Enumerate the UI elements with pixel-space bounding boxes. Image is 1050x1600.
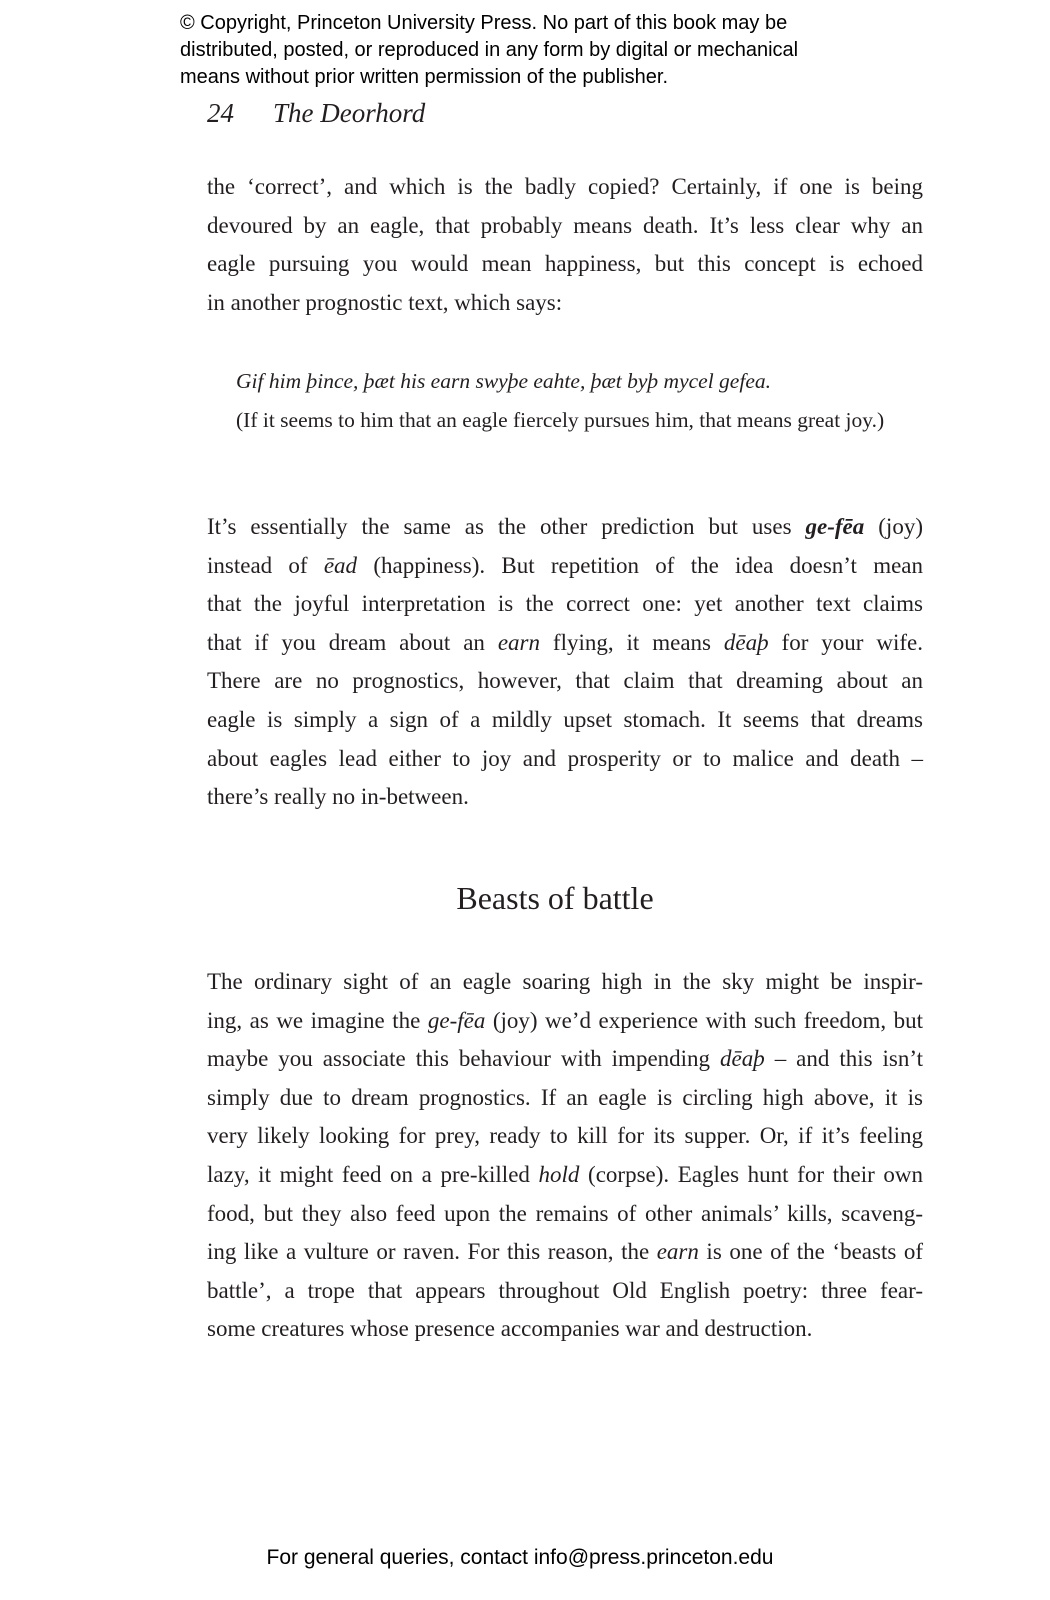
term: dēaþ bbox=[723, 629, 769, 655]
text-line: instead of ēad (happiness). But repetition of the idea doesn’t mean bbox=[207, 552, 923, 578]
old-english-quote: Gif him þince, þæt his earn swyþe eahte, þæt byþ mycel gefea. bbox=[236, 369, 771, 393]
text-line: ing, as we imagine the ge-fēa (joy) we’d experience with such freedom, but bbox=[207, 1007, 923, 1033]
block-quotation bbox=[236, 362, 894, 439]
text-line: ing like a vulture or raven. For this reason, the earn is one of the ‘beasts of bbox=[207, 1239, 923, 1265]
text-line: lazy, it might feed on a pre-killed hold (corpse). Eagles hunt for their own bbox=[207, 1161, 923, 1187]
text-line: battle’, a trope that appears throughout Old English poetry: three fear- bbox=[207, 1277, 923, 1303]
copyright-notice bbox=[180, 10, 900, 91]
term: ge-fēa bbox=[805, 514, 865, 539]
text-line: maybe you associate this behaviour with impending dēaþ – and this isn’t bbox=[207, 1046, 923, 1072]
copyright-line: © Copyright, Princeton University Press. No part of this book may be bbox=[180, 12, 788, 34]
text-line: There are no prognostics, however, that claim that dreaming about an bbox=[207, 668, 923, 694]
section-heading: Beasts of battle bbox=[456, 880, 654, 916]
paragraph-3 bbox=[207, 963, 923, 1349]
term: earn bbox=[656, 1239, 699, 1265]
term: hold bbox=[538, 1161, 580, 1187]
book-title: The Deorhord bbox=[273, 98, 426, 128]
page-number: 24 bbox=[207, 98, 234, 128]
term: ge-fēa bbox=[427, 1007, 486, 1033]
text-line: eagle pursuing you would mean happiness, but this concept is echoed bbox=[207, 251, 923, 277]
footer-contact: For general queries, contact info@press.princeton.edu bbox=[266, 1546, 774, 1569]
text-line: The ordinary sight of an eagle soaring high in the sky might be inspir- bbox=[207, 969, 923, 994]
text-line: simply due to dream prognostics. If an eagle is circling high above, it is bbox=[207, 1084, 923, 1110]
running-head bbox=[207, 98, 425, 129]
text-line: the ‘correct’, and which is the badly copied? Certainly, if one is being bbox=[207, 174, 923, 199]
text-line: in another prognostic text, which says: bbox=[207, 289, 563, 315]
text-line: food, but they also feed upon the remains of other animals’ kills, scaveng- bbox=[207, 1200, 923, 1226]
term: dēaþ bbox=[720, 1046, 765, 1072]
term: ēad bbox=[323, 552, 358, 578]
copyright-line: distributed, posted, or reproduced in any form by digital or mechanical bbox=[180, 39, 799, 61]
text-line: It’s essentially the same as the other prediction but uses ge-fēa (joy) bbox=[207, 514, 923, 539]
copyright-line: means without prior written permission of the publisher. bbox=[180, 66, 669, 88]
text-line: some creatures whose presence accompanies war and destruction. bbox=[207, 1316, 813, 1342]
text-line: eagle is simply a sign of a mildly upset stomach. It seems that dreams bbox=[207, 706, 923, 732]
text-line: devoured by an eagle, that probably means death. It’s less clear why an bbox=[207, 212, 923, 238]
paragraph-2 bbox=[207, 508, 923, 817]
term: earn bbox=[497, 629, 541, 655]
text-line: about eagles lead either to joy and prosperity or to malice and death – bbox=[207, 745, 923, 771]
text-line: very likely looking for prey, ready to kill for its supper. Or, if it’s feeling bbox=[207, 1123, 923, 1149]
text-line: that the joyful interpretation is the correct one: yet another text claims bbox=[207, 591, 923, 617]
paragraph-1 bbox=[207, 168, 923, 322]
text-line: that if you dream about an earn flying, it means dēaþ for your wife. bbox=[207, 629, 923, 655]
quote-translation: (If it seems to him that an eagle fiercely pursues him, that means great joy.) bbox=[236, 407, 885, 432]
text-line: there’s really no in-between. bbox=[207, 784, 469, 810]
